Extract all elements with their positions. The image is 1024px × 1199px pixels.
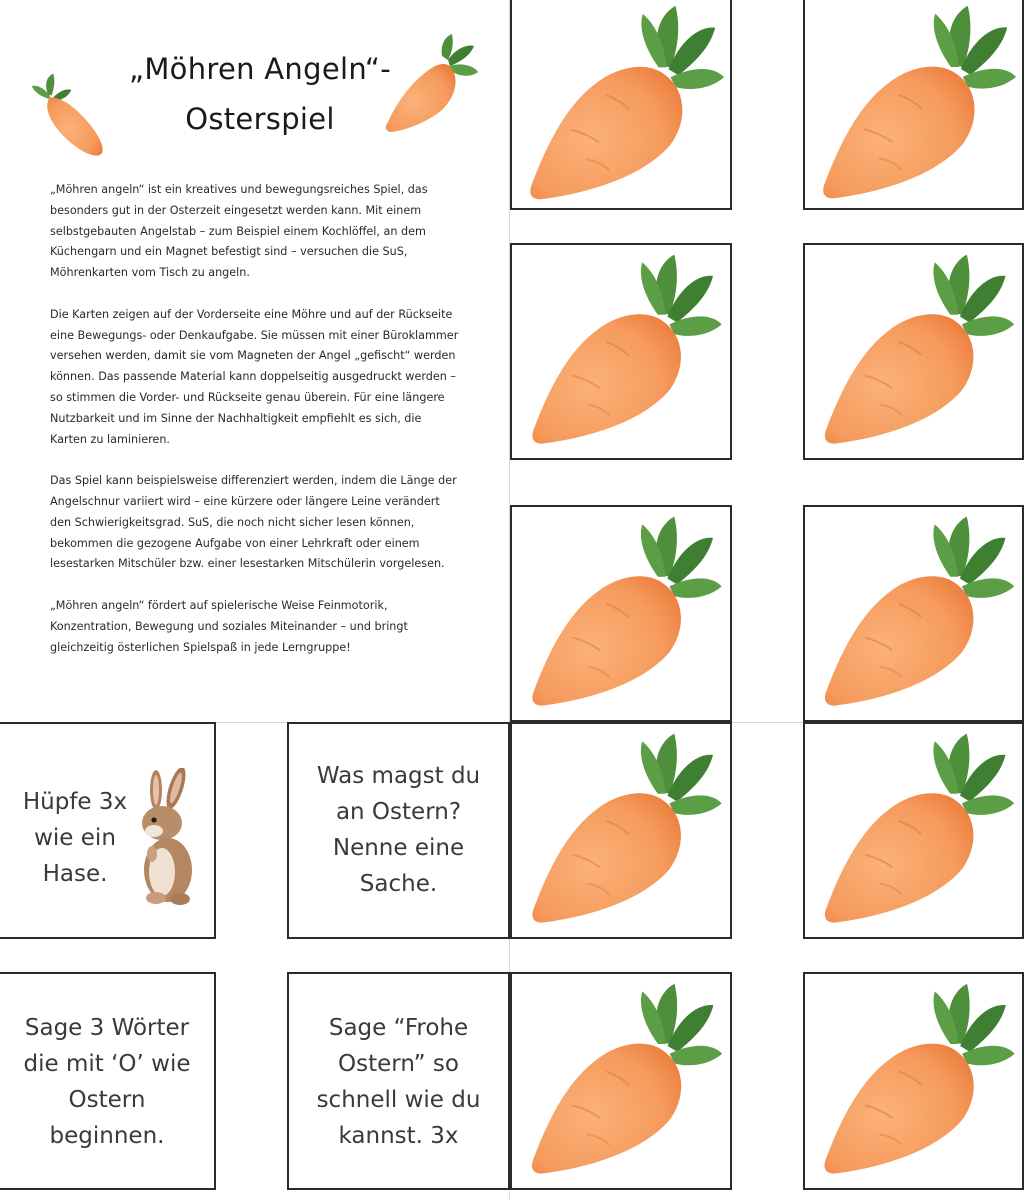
task-card-three-words[interactable] bbox=[0, 972, 216, 1190]
intro-paragraph: „Möhren angeln“ ist ein kreatives und bewegungsreiches Spiel, das besonders gut in der Osterzeit eingesetzt werden kann. Mit einem selbstgebauten Angelstab – zum Beispiel einem Kochlöffel, an dem Küchengarn und ein Magnet befestigt sind – versuchen die SuS, Möhrenkarten vom Tisch zu angeln. bbox=[50, 183, 428, 280]
page-title bbox=[110, 44, 410, 144]
carrot-card[interactable] bbox=[510, 722, 732, 939]
carrot-card[interactable] bbox=[510, 972, 732, 1190]
intro-paragraph: Das Spiel kann beispielsweise differenziert werden, indem die Länge der Angelschnur variiert wird – eine kürzere oder längere Leine verändert den Schwierigkeitsgrad. SuS, die noch nicht sicher lesen können, bekommen die gezogene Aufgabe von einer Lehrkraft oder einem lesestarken Mitschüler bzw. einer lesestarken Mitschülerin vorgelesen. bbox=[50, 474, 457, 571]
carrot-card[interactable] bbox=[803, 243, 1024, 460]
title-carrot-left-icon bbox=[30, 72, 120, 162]
carrot-card[interactable] bbox=[510, 505, 732, 722]
task-card-text: Sage 3 Wörter die mit ‘O’ wie Ostern beginnen. bbox=[23, 1015, 191, 1149]
intro-text bbox=[50, 180, 460, 679]
page-title-line1: „Möhren Angeln“- bbox=[129, 52, 391, 86]
task-card-easter-like[interactable] bbox=[287, 722, 510, 939]
carrot-card[interactable] bbox=[803, 0, 1024, 210]
intro-paragraph: „Möhren angeln“ fördert auf spielerische Weise Feinmotorik, Konzentration, Bewegung und soziales Miteinander – und bringt gleichzeitig österlichen Spielspaß in jede Lerngruppe! bbox=[50, 598, 408, 654]
task-card-text: Hüpfe 3x wie ein Hase. bbox=[22, 789, 128, 887]
task-card-hop[interactable] bbox=[0, 722, 216, 939]
task-card-frohe-ostern[interactable] bbox=[287, 972, 510, 1190]
carrot-card[interactable] bbox=[803, 722, 1024, 939]
carrot-card[interactable] bbox=[803, 505, 1024, 722]
task-card-text: Sage “Frohe Ostern” so schnell wie du kannst. 3x bbox=[316, 1015, 481, 1149]
carrot-card[interactable] bbox=[510, 0, 732, 210]
bunny-icon bbox=[132, 768, 202, 908]
page-title-line2: Osterspiel bbox=[185, 102, 335, 136]
carrot-card[interactable] bbox=[510, 243, 732, 460]
carrot-card[interactable] bbox=[803, 972, 1024, 1190]
intro-paragraph: Die Karten zeigen auf der Vorderseite eine Möhre und auf der Rückseite eine Bewegungs- oder Denkaufgabe. Sie müssen mit einer Büroklammer versehen werden, damit sie vom Magneten der Angel „gefischt“ werden können. Das passende Material kann doppelseitig ausgedruckt werden – so stimmen die Vorder- und Rückseite genau überein. Für eine längere Nutzbarkeit und im Sinne der Nachhaltigkeit empfiehlt es sich, die Karten zu laminieren. bbox=[50, 307, 459, 446]
task-card-text: Was magst du an Ostern? Nenne eine Sache. bbox=[316, 763, 481, 897]
